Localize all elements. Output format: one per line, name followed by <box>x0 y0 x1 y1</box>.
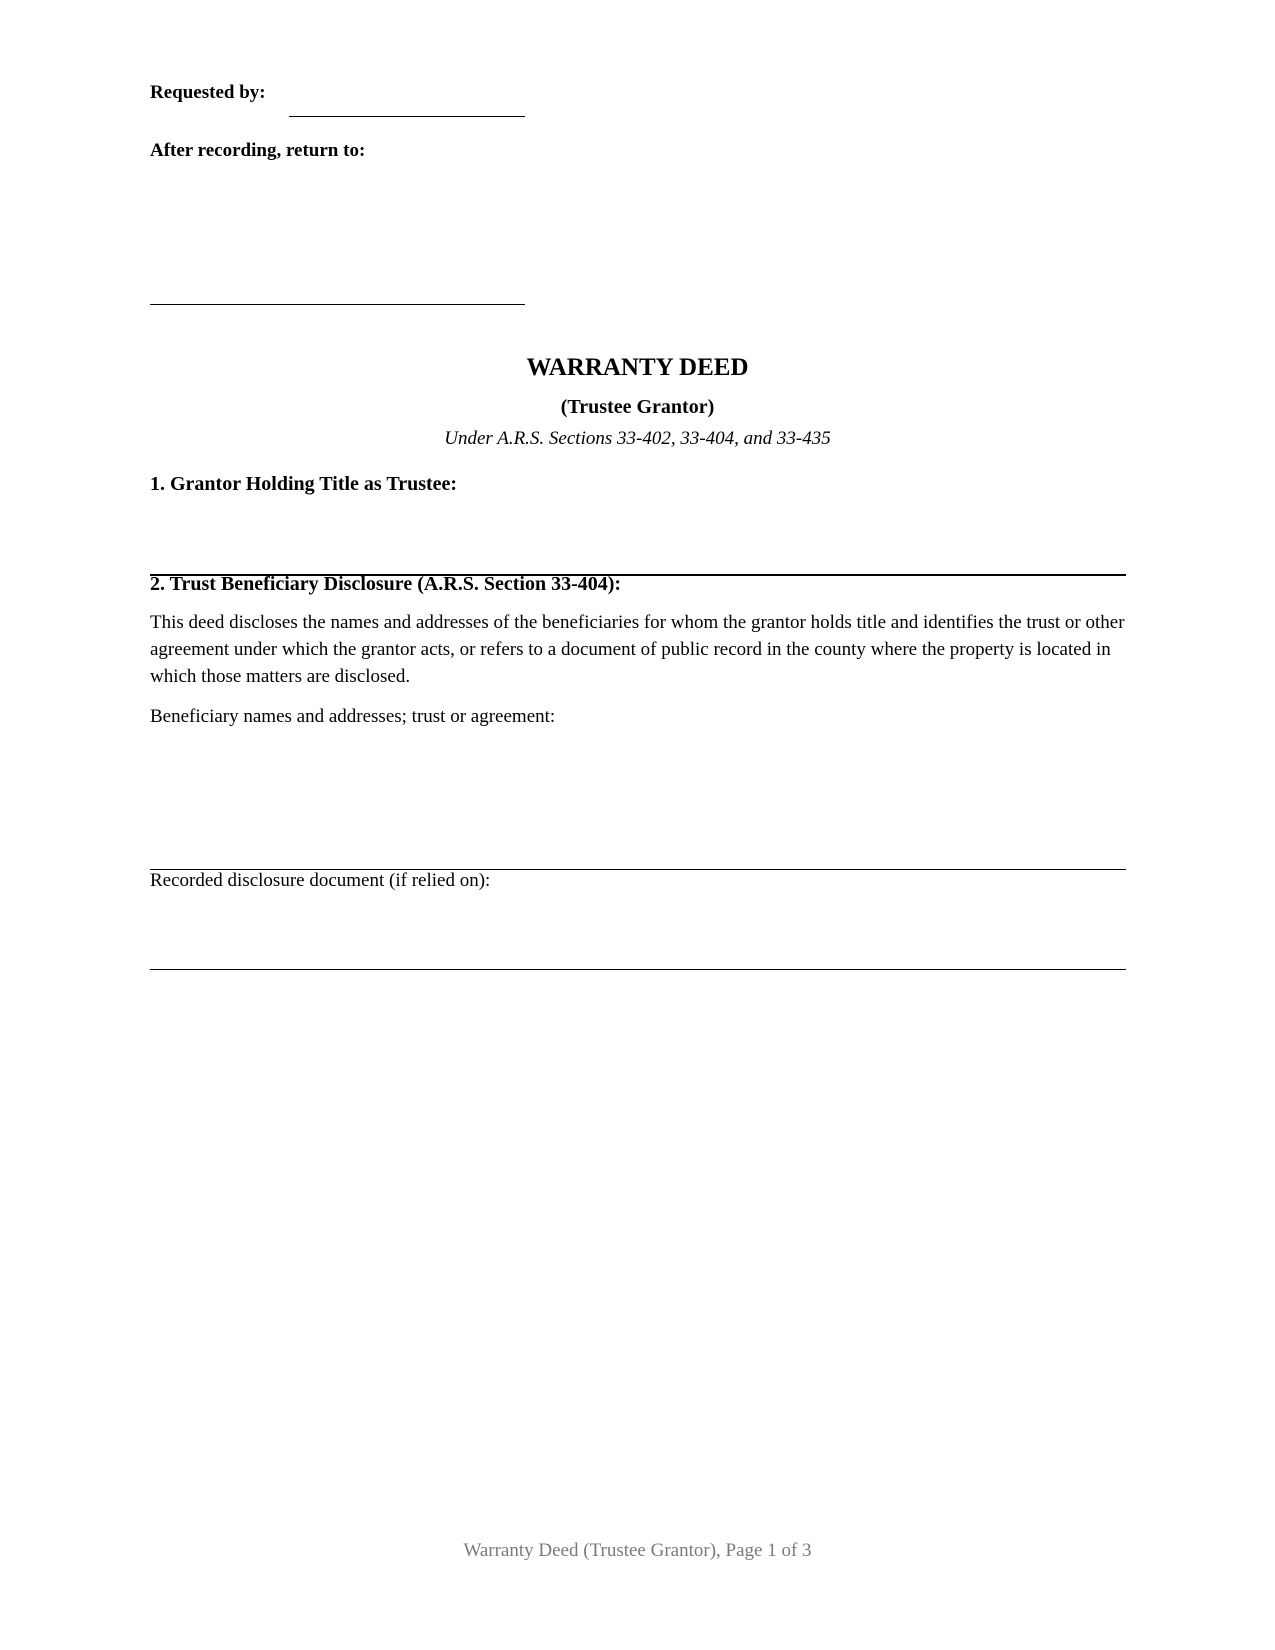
return-to-label: After recording, return to: <box>150 140 366 161</box>
section-2-heading: 2. Trust Beneficiary Disclosure (A.R.S. Section 33-404): <box>150 573 622 595</box>
return-to-field[interactable] <box>150 304 525 305</box>
document-subtitle: (Trustee Grantor) <box>560 396 715 418</box>
requested-by-field[interactable] <box>289 116 525 117</box>
section-1-heading: 1. Grantor Holding Title as Trustee: <box>150 473 458 495</box>
page-footer: Warranty Deed (Trustee Grantor), Page 1 of 3 <box>463 1540 812 1561</box>
beneficiary-label: Beneficiary names and addresses; trust or agreement: <box>150 706 556 727</box>
statute-reference: Under A.R.S. Sections 33-402, 33-404, and 33-435 <box>444 428 831 449</box>
document-title: WARRANTY DEED <box>526 354 749 381</box>
recorded-document-field[interactable] <box>150 969 1126 970</box>
recorded-document-label: Recorded disclosure document (if relied on): <box>150 870 491 891</box>
section-2-body: This deed discloses the names and addresses of the beneficiaries for whom the grantor holds title and identifies the trust or other agreement under which the grantor acts, or refers to a document of public record in the county where the property is located in which those matters are disclosed. <box>150 612 1125 687</box>
requested-by-label: Requested by: <box>150 82 266 103</box>
